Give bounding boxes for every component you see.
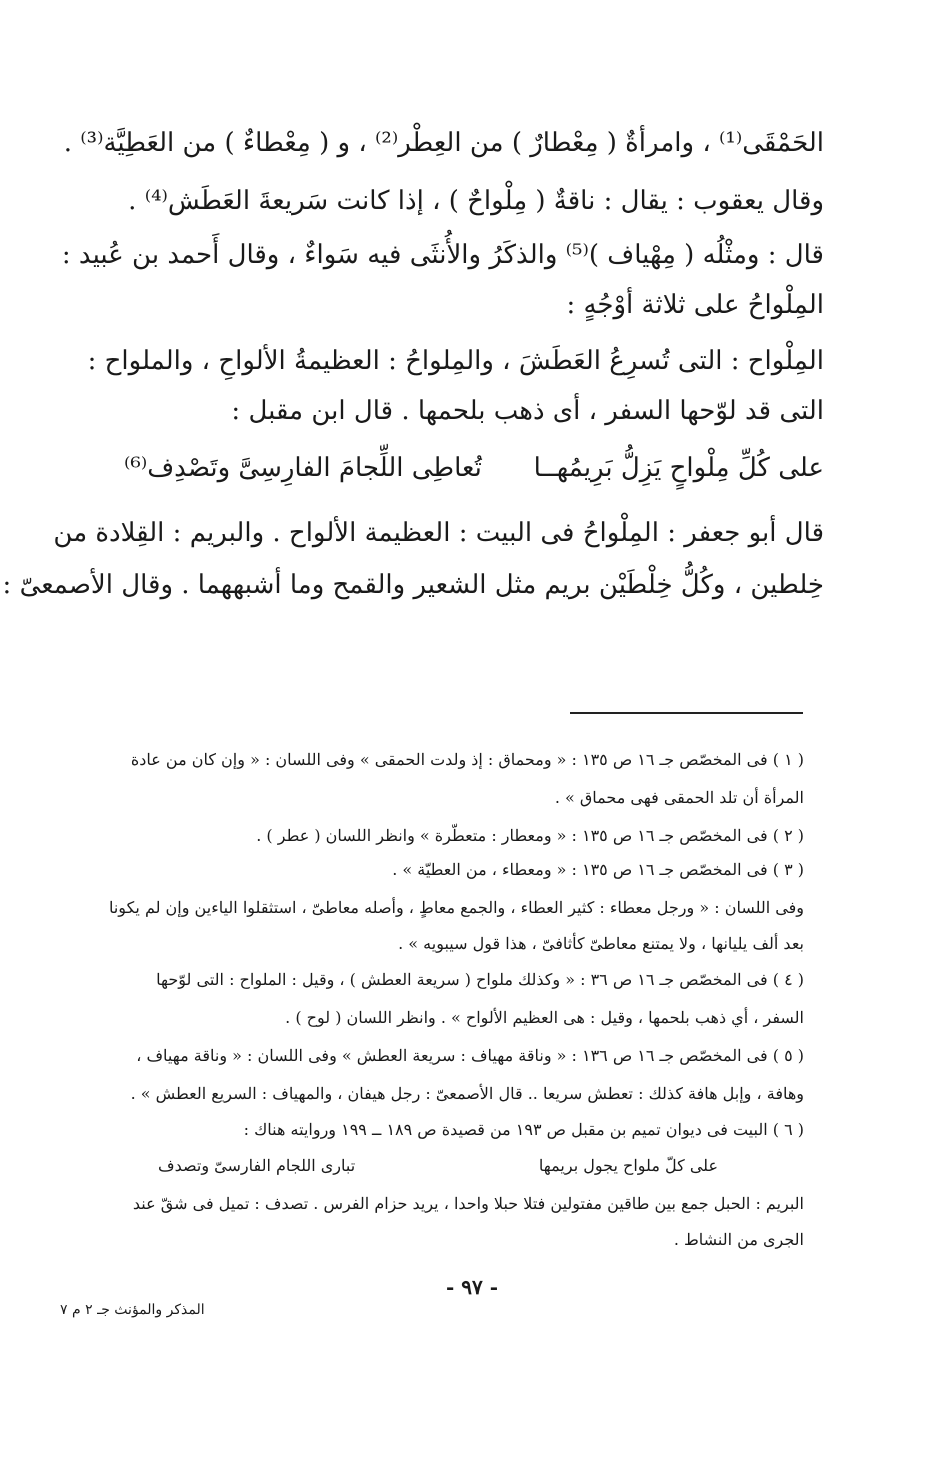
main-text-line: وقال يعقوب : يقال : ناقةٌ ( مِلْواحٌ ) ، إذا كانت سَريعةَ العَطَش⁽⁴⁾ . <box>128 186 824 216</box>
footnote-line: ( ٥ ) فى المخصّص جـ ١٦ ص ١٣٦ : « وناقة مهياف : سريعة العطش » وفى اللسان : « وناقة مهياف ، <box>136 1046 804 1065</box>
footnote-line: المرأة أن تلد الحمقى فهى محماق » . <box>554 788 804 807</box>
footnote-line: ( ٢ ) فى المخصّص جـ ١٦ ص ١٣٥ : « ومعطار : متعطّرة » وانظر اللسان ( عطر ) . <box>256 826 804 845</box>
footnote-line: ( ٣ ) فى المخصّص جـ ١٦ ص ١٣٥ : « ومعطاء ، من العطيّة » . <box>392 860 804 879</box>
footnote-verse-second-hemistich: تبارى اللجام الفارسىّ وتصدف <box>158 1156 356 1175</box>
footnote-line: السفر ، أي ذهب بلحمها ، وقيل : هى العظيم الألواح » . وانظر اللسان ( لوح ) . <box>285 1008 804 1027</box>
page-number: - ٩٧ - <box>445 1275 498 1299</box>
footnote-verse-first-hemistich: على كلّ ملواح يجول بريمها <box>538 1156 718 1175</box>
verse-first-hemistich: على كُلِّ مِلْواحٍ يَزِلُّ بَرِيمُهــا <box>533 453 824 483</box>
footnote-line: البريم : الحبل جمع بين طاقين مفتولين فتلا حبلا واحدا ، يريد حزام الفرس . تصدف : تميل فى شقّ عند <box>132 1194 804 1213</box>
footnote-line: ( ٦ ) البيت فى ديوان تميم بن مقبل ص ١٩٣ من قصيدة ص ١٨٩ ــ ١٩٩ وروايته هناك : <box>243 1120 804 1139</box>
poetry-verse <box>124 448 824 488</box>
footnote-line: ( ١ ) فى المخصّص جـ ١٦ ص ١٣٥ : « ومحماق : إذ ولدت الحمقى » وفى اللسان : « وإن كان من عادة <box>130 750 804 769</box>
main-text-line: التى قد لوّحها السفر ، أى ذهب بلحمها . قال ابن مقبل : <box>231 396 824 426</box>
main-text-line: الحَمْقَى⁽¹⁾ ، وامرأةٌ ( مِعْطارٌ ) من العِطْر⁽²⁾ ، و ( مِعْطاءٌ ) من العَطِيَّة⁽³⁾ . <box>63 128 824 158</box>
footnote-separator <box>570 712 803 714</box>
footnote-verse <box>158 1154 718 1178</box>
main-text-line: المِلْواح : التى تُسرِعُ العَطَشَ ، والمِلواحُ : العظيمةُ الألواحِ ، والملواح : <box>87 346 824 376</box>
footnote-line: بعد ألف يليانها ، ولا يمتنع معاطىّ كأثافىّ ، هذا قول سيبويه » . <box>398 934 804 953</box>
main-text-line: قال : ومثْلُه ( مِهْياف )⁽⁵⁾ والذكَرُ والأُنثَى فيه سَواءٌ ، وقال أَحمد بن عُبيد : <box>61 240 824 270</box>
footnote-line: ( ٤ ) فى المخصّص جـ ١٦ ص ٣٦ : « وكذلك ملواح ( سريعة العطش ) ، وقيل : الملواح : التى لوّحها <box>156 970 804 989</box>
verse-second-hemistich: تُعاطِى اللِّجامَ الفارِسِىَّ وتَصْدِف⁽⁶⁾ <box>124 453 482 483</box>
main-text-line: قال أبو جعفر : المِلْواحُ فى البيت : العظيمة الألواح . والبريم : القِلادة من <box>53 518 824 548</box>
footnote-line: وهافة ، وإبل هافة كذلك : تعطش سريعا .. قال الأصمعىّ : رجل هيفان ، والمهياف : السريع العطش » . <box>130 1084 804 1103</box>
main-text-line: المِلْواحُ على ثلاثة أوْجُهٍ : <box>566 290 824 320</box>
signature-mark: المذكر والمؤنث جـ ٢ م ٧ <box>60 1302 205 1318</box>
footnote-line: الجرى من النشاط . <box>673 1230 804 1249</box>
footnote-line: وفى اللسان : « ورجل معطاء : كثير العطاء ، والجمع معاطٍ ، وأصله معاطىّ ، استثقلوا الياءين وإن لم يكونا <box>108 898 804 917</box>
main-text-line: خِلطين ، وكُلُّ خِلْطَيْن بريم مثل الشعير والقمح وما أشبههما . وقال الأصمعىّ : <box>2 570 824 600</box>
